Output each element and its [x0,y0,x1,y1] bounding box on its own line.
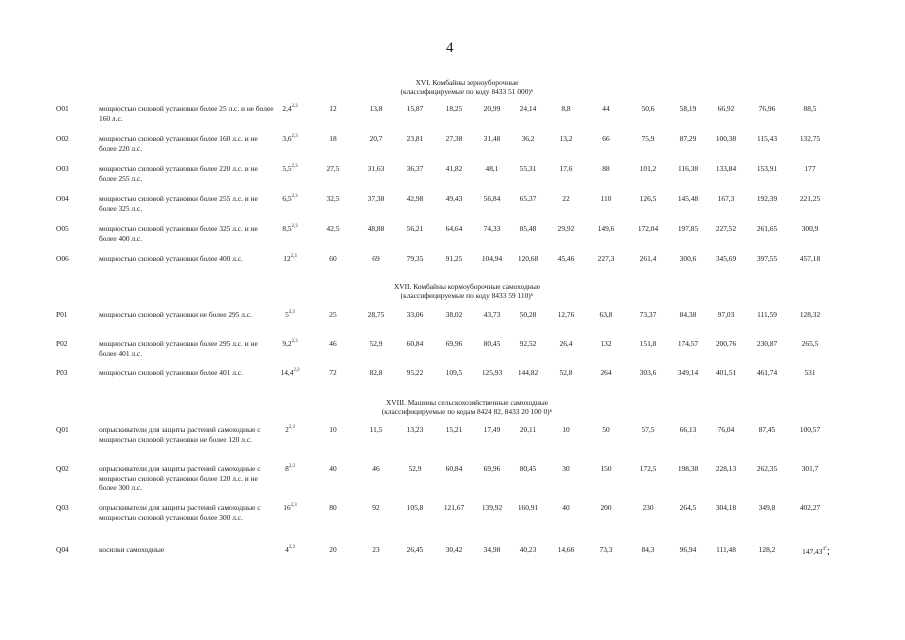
table-cell [780,464,840,474]
table-cell [780,224,840,234]
cell-value: 200,76 [715,339,737,348]
table-cell [780,339,840,349]
section-heading [300,78,634,96]
base-rate-value: 5,5 [282,164,292,173]
cell-value: 41,82 [445,164,463,173]
table-cell [786,547,846,557]
cell-value: 397,55 [756,254,778,263]
cell-value: 28,75 [367,310,385,319]
row-code: O01 [56,104,69,113]
cell-value: 172,04 [637,224,659,233]
cell-value: 60,84 [406,339,424,348]
cell-value: 160,91 [517,503,539,512]
cell-value: 42,98 [406,194,424,203]
cell-value: 31,63 [367,164,385,173]
cell-value: 264,5 [679,503,697,512]
cell-value: 46 [329,339,337,348]
base-rate-value: 2,4 [282,104,292,113]
footnote-marker: 2,3 [288,545,295,550]
cell-value: 50,6 [641,104,655,113]
cell-value: 64,64 [445,224,463,233]
cell-value: 111,48 [716,545,736,554]
cell-value: 69,96 [445,339,463,348]
cell-value: 84,3 [641,545,655,554]
cell-value: 50,28 [519,310,537,319]
cell-value: 23 [372,545,380,554]
cell-value: 72 [329,368,337,377]
cell-value: 34,98 [483,545,501,554]
cell-value: 30,42 [445,545,463,554]
cell-value: 144,82 [517,368,539,377]
cell-value: 110 [600,194,612,203]
cell-value: 115,43 [756,134,778,143]
cell-value: 40,23 [519,545,537,554]
row-description: опрыскиватели для защиты растений самоходные с мощностью силовой установки более 120 л.с. и не более 300 л.с. [99,464,261,493]
cell-value: 25 [329,310,337,319]
cell-value: 87,45 [758,425,776,434]
footnote-marker: 2,3 [288,425,295,430]
cell-value: 91,25 [445,254,463,263]
base-rate-value: 9,2 [282,339,292,348]
base-rate-value: 4 [285,545,289,554]
cell-value: 48,88 [367,224,385,233]
cell-value: 95,22 [406,368,424,377]
row-description: мощностью силовой установки более 400 л.с. [99,254,243,263]
cell-value: 10 [329,425,337,434]
cell-value: 20,11 [519,425,537,434]
section-subtitle: (классифицируемые по коду 8433 59 110)⁶ [400,291,534,300]
table-cell [780,368,840,378]
cell-value: 40 [562,503,570,512]
cell-value: 27,5 [326,164,340,173]
row-code: O06 [56,254,69,263]
cell-value: 125,93 [481,368,503,377]
cell-value: 261,65 [756,224,778,233]
table-cell [780,310,840,320]
cell-value: 300,9 [801,224,819,233]
cell-value: 402,27 [799,503,821,512]
cell-value: 80,45 [483,339,501,348]
cell-value: 228,13 [715,464,737,473]
cell-value: 116,38 [677,164,699,173]
row-description: мощностью силовой установки более 255 л.с. и не более 325 л.с. [99,194,258,213]
cell-value: 75,9 [641,134,655,143]
cell-value: 76,04 [717,425,735,434]
cell-value: 197,85 [677,224,699,233]
cell-value: 303,6 [639,368,657,377]
table-cell [780,134,840,144]
table-cell [780,425,840,435]
cell-value: 261,4 [639,254,657,263]
cell-value: 36,2 [521,134,535,143]
section-title: XVIII. Машины сельскохозяйственные самоходные [385,398,549,407]
base-rate-value: 8,5 [282,224,292,233]
cell-value: 100,38 [715,134,737,143]
cell-value: 65,37 [519,194,537,203]
cell-value: 192,39 [756,194,778,203]
footnote-marker: 2,3 [288,464,295,469]
row-code: P01 [56,310,68,319]
row-description: мощностью силовой установки не более 295 л.с. [99,310,252,319]
cell-value: 27,38 [445,134,463,143]
cell-value: 55,31 [519,164,537,173]
cell-value: 92 [372,503,380,512]
page-number: 4 [446,40,454,56]
cell-value: 461,74 [756,368,778,377]
cell-value: 84,38 [679,310,697,319]
cell-value: 69 [372,254,380,263]
cell-value: 14,66 [557,545,575,554]
base-rate-value: 5 [285,310,289,319]
cell-value: 63,8 [599,310,613,319]
cell-value: 85,48 [519,224,537,233]
cell-value: 73,3 [599,545,613,554]
cell-value: 87,29 [679,134,697,143]
cell-value: 177 [804,164,816,173]
cell-value: 147,43 [802,547,823,556]
cell-value: 20,7 [369,134,383,143]
cell-value: 145,48 [677,194,699,203]
cell-value: 49,43 [445,194,463,203]
cell-value: 30 [562,464,570,473]
cell-value: 43,73 [483,310,501,319]
footnote-marker: 2,3 [293,368,300,373]
footnote-marker: 4" [822,547,827,552]
section-subtitle: (классифицируемые по кодам 8424 82, 8433 20 100 0)⁶ [381,407,553,416]
cell-value: 57,5 [641,425,655,434]
cell-value: 45,46 [557,254,575,263]
cell-value: 262,35 [756,464,778,473]
cell-value: 230 [642,503,654,512]
section-title: XVI. Комбайны зерноуборочные [415,78,519,87]
row-code: Q03 [56,503,69,512]
cell-value: 304,18 [715,503,737,512]
cell-value: 174,57 [677,339,699,348]
footnote-marker: 2,3 [291,194,298,199]
cell-value: 20 [329,545,337,554]
row-description: опрыскиватели для защиты растений самоходные с мощностью силовой установки более 300 л.с. [99,503,261,522]
cell-value: 132,75 [799,134,821,143]
cell-value: 88 [602,164,610,173]
footnote-marker: 2,3 [291,224,298,229]
cell-value: 66 [602,134,610,143]
row-code: Q01 [56,425,69,434]
cell-value: 15,21 [445,425,463,434]
footnote-marker: 2,3 [291,134,298,139]
cell-value: 29,92 [557,224,575,233]
cell-value: 151,8 [639,339,657,348]
cell-value: 26,4 [559,339,573,348]
cell-value: 56,84 [483,194,501,203]
base-rate-value: 12 [283,254,291,263]
cell-value: 46 [372,464,380,473]
row-code: O04 [56,194,69,203]
cell-value: 17,6 [559,164,573,173]
cell-value: 38,02 [445,310,463,319]
cell-value: 10 [562,425,570,434]
cell-value: 200 [600,503,612,512]
row-description: мощностью силовой установки более 160 л.с. и не более 220 л.с. [99,134,258,153]
cell-value: 198,38 [677,464,699,473]
row-code: Q04 [56,545,69,554]
row-code: O03 [56,164,69,173]
base-rate-value: 6,5 [282,194,292,203]
row-description: мощностью силовой установки более 401 л.с. [99,368,243,377]
row-description: мощностью силовой установки более 220 л.с. и не более 255 л.с. [99,164,258,183]
cell-value: 227,52 [715,224,737,233]
cell-value: 26,45 [406,545,424,554]
cell-value: 300,6 [679,254,697,263]
cell-value: 109,5 [445,368,463,377]
cell-value: 345,69 [715,254,737,263]
cell-value: 97,03 [717,310,735,319]
cell-value: 60 [329,254,337,263]
row-code: P02 [56,339,68,348]
row-description: мощностью силовой установки более 325 л.с. и не более 400 л.с. [99,224,258,243]
row-code: O05 [56,224,69,233]
cell-value: 13,23 [406,425,424,434]
section-heading [300,398,634,416]
cell-value: 13,2 [559,134,573,143]
cell-value: 52,9 [408,464,422,473]
cell-value: 349,8 [758,503,776,512]
base-rate-value: 2 [285,425,289,434]
cell-value: 18,25 [445,104,463,113]
cell-value: 31,48 [483,134,501,143]
cell-value: 92,52 [519,339,537,348]
row-code: Q02 [56,464,69,473]
cell-value: 401,51 [715,368,737,377]
cell-value: 66,13 [679,425,697,434]
row-description: мощностью силовой установки более 25 л.с. и не более 160 л.с. [99,104,274,123]
table-cell [780,164,840,174]
row-description: косилки самоходные [99,545,165,554]
cell-value: 227,3 [597,254,615,263]
cell-value: 150 [600,464,612,473]
cell-value: 24,14 [519,104,537,113]
cell-value: 69,96 [483,464,501,473]
cell-value: 48,1 [485,164,499,173]
cell-value: 167,3 [717,194,735,203]
cell-value: 52,8 [559,368,573,377]
cell-value: 11,5 [369,425,383,434]
cell-value: 301,7 [801,464,819,473]
cell-value: 139,92 [481,503,503,512]
cell-value: 121,67 [443,503,465,512]
cell-value: 88,5 [803,104,817,113]
cell-value: 133,84 [715,164,737,173]
cell-value: 17,49 [483,425,501,434]
cell-value: 44 [602,104,610,113]
cell-value: 79,35 [406,254,424,263]
cell-value: 221,25 [799,194,821,203]
cell-value: 76,96 [758,104,776,113]
table-cell [780,194,840,204]
cell-value: 153,91 [756,164,778,173]
cell-value: 100,57 [799,425,821,434]
table-cell [780,254,840,264]
section-title: XVII. Комбайны кормоуборочные самоходные [393,282,541,291]
footnote-marker: 2,3 [288,310,295,315]
section-heading [300,282,634,300]
base-rate-value: 16 [283,503,291,512]
cell-value: 104,94 [481,254,503,263]
cell-value: 22 [562,194,570,203]
row-code: P03 [56,368,68,377]
cell-value: 349,14 [677,368,699,377]
row-description: мощностью силовой установки более 295 л.с. и не более 401 л.с. [99,339,258,358]
cell-value: 58,19 [679,104,697,113]
cell-value: 32,5 [326,194,340,203]
cell-value: 74,33 [483,224,501,233]
cell-value: 172,5 [639,464,657,473]
row-description: опрыскиватели для защиты растений самоходные с мощностью силовой установки не более 120 л.с. [99,425,261,444]
table-cell [780,503,840,513]
footnote-marker: 2,3 [290,254,297,259]
cell-value: 128,2 [758,545,776,554]
cell-value: 80,45 [519,464,537,473]
cell-value: 457,18 [799,254,821,263]
cell-value: 66,92 [717,104,735,113]
row-end-punctuation: ; [826,545,830,557]
cell-value: 8,8 [561,104,571,113]
cell-value: 265,5 [801,339,819,348]
cell-value: 42,5 [326,224,340,233]
cell-value: 101,2 [639,164,657,173]
cell-value: 80 [329,503,337,512]
cell-value: 126,5 [639,194,657,203]
cell-value: 23,81 [406,134,424,143]
cell-value: 105,8 [406,503,424,512]
base-rate-value: 14,4 [280,368,294,377]
base-rate-value: 8 [285,464,289,473]
cell-value: 111,59 [757,310,777,319]
cell-value: 12,76 [557,310,575,319]
footnote-marker: 2,3 [291,104,298,109]
cell-value: 37,38 [367,194,385,203]
section-subtitle: (классифицируемые по коду 8433 51 000)⁶ [400,87,534,96]
cell-value: 132 [600,339,612,348]
cell-value: 60,84 [445,464,463,473]
cell-value: 531 [804,368,816,377]
row-code: O02 [56,134,69,143]
base-rate-value: 3,6 [282,134,292,143]
cell-value: 230,87 [756,339,778,348]
cell-value: 264 [600,368,612,377]
cell-value: 52,9 [369,339,383,348]
cell-value: 82,8 [369,368,383,377]
cell-value: 96,94 [679,545,697,554]
cell-value: 13,8 [369,104,383,113]
table-cell [780,104,840,114]
cell-value: 40 [329,464,337,473]
cell-value: 73,37 [639,310,657,319]
cell-value: 149,6 [597,224,615,233]
cell-value: 128,32 [799,310,821,319]
cell-value: 50 [602,425,610,434]
cell-value: 56,21 [406,224,424,233]
footnote-marker: 2,3 [291,339,298,344]
cell-value: 120,68 [517,254,539,263]
cell-value: 36,37 [406,164,424,173]
footnote-marker: 2,3 [291,164,298,169]
cell-value: 18 [329,134,337,143]
footnote-marker: 2,3 [290,503,297,508]
cell-value: 15,87 [406,104,424,113]
cell-value: 33,06 [406,310,424,319]
cell-value: 20,99 [483,104,501,113]
cell-value: 12 [329,104,337,113]
